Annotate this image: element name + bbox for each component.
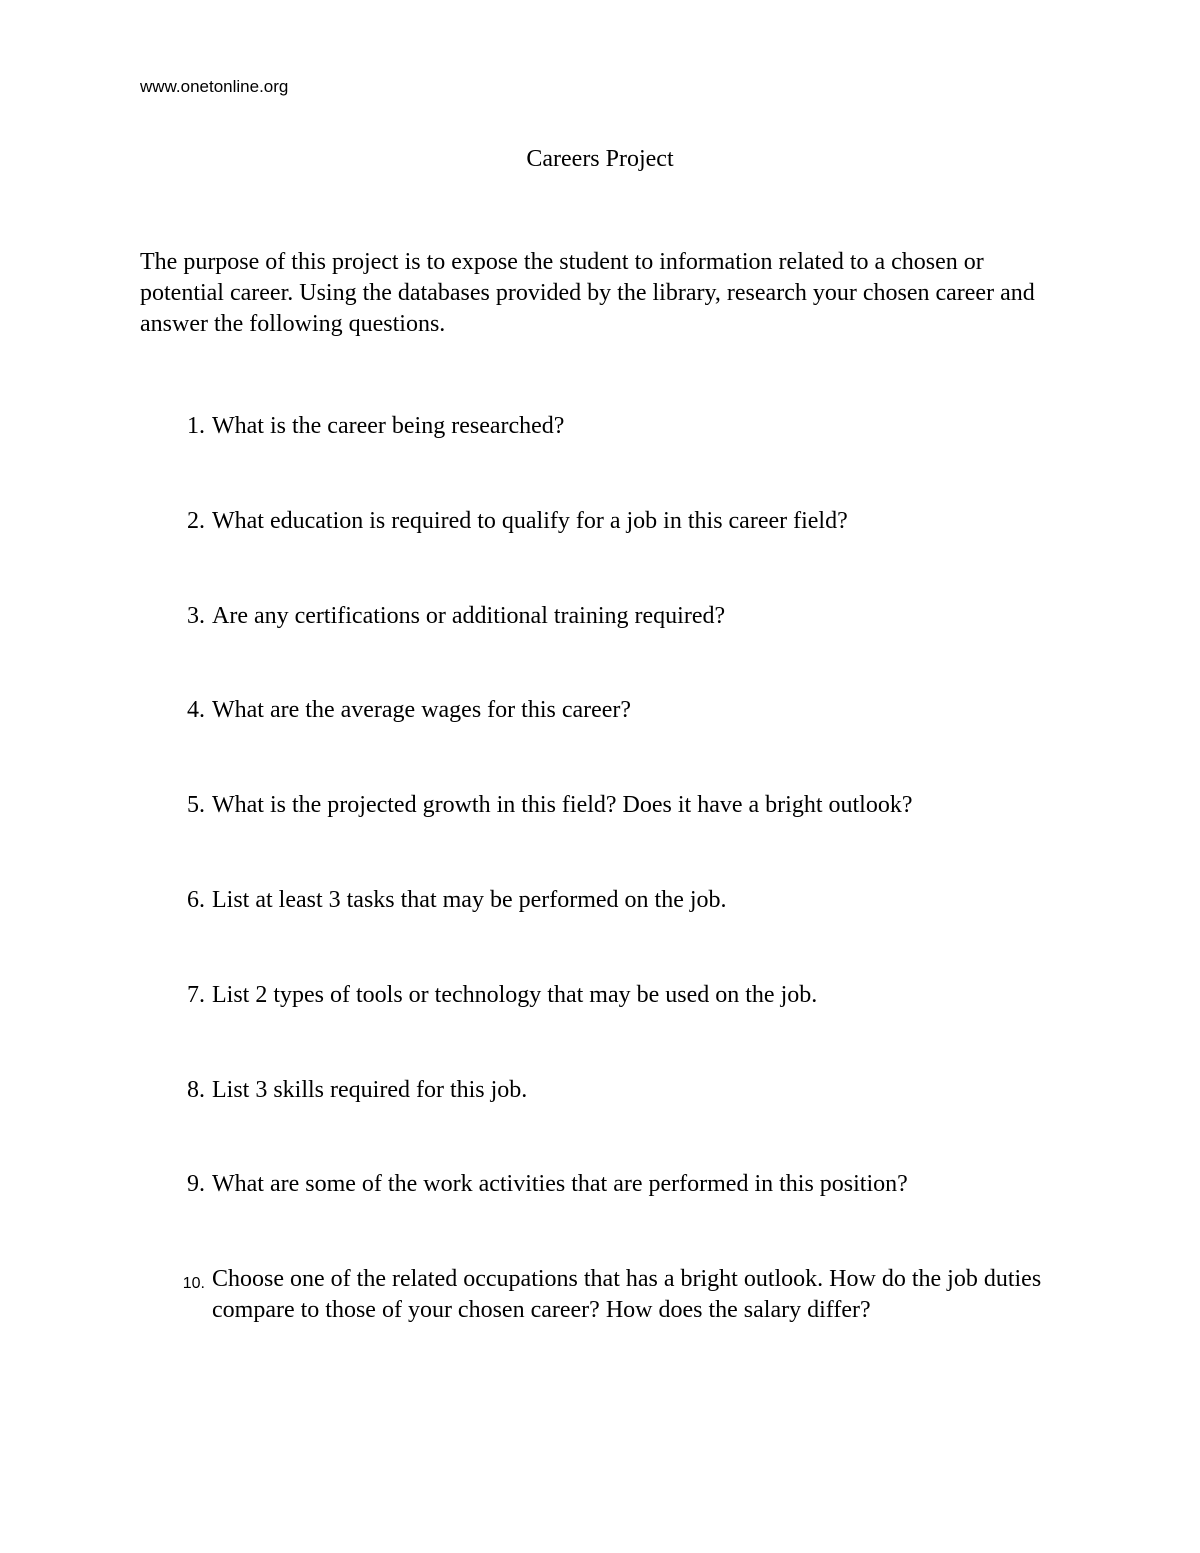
- question-number: 6.: [187, 887, 205, 913]
- question-item-6: [140, 885, 1060, 916]
- question-text: What is the projected growth in this field? Does it have a bright outlook?: [212, 792, 913, 818]
- question-text: What education is required to qualify for a job in this career field?: [212, 508, 848, 534]
- document-title: Careers Project: [526, 146, 674, 172]
- question-number: 2.: [187, 508, 205, 534]
- question-text: What is the career being researched?: [212, 413, 565, 439]
- question-number: 9.: [187, 1171, 205, 1197]
- question-number: 4.: [187, 697, 205, 723]
- header-url: www.onetonline.org: [140, 77, 289, 96]
- question-text: Choose one of the related occupations that has a bright outlook. How do the job duties compare to those of your chosen career? How does the salary differ?: [212, 1266, 1042, 1323]
- question-text: List 3 skills required for this job.: [212, 1077, 528, 1103]
- question-item-4: [140, 695, 1060, 726]
- question-text: What are some of the work activities that are performed in this position?: [212, 1171, 908, 1197]
- question-number: 1.: [187, 413, 205, 439]
- question-item-3: [140, 601, 1060, 632]
- question-item-10: [140, 1264, 1060, 1326]
- question-text: List at least 3 tasks that may be performed on the job.: [212, 887, 727, 913]
- question-text: What are the average wages for this career?: [212, 697, 632, 723]
- question-text: List 2 types of tools or technology that may be used on the job.: [212, 982, 818, 1008]
- question-item-1: [140, 411, 1060, 442]
- question-item-2: [140, 506, 1060, 537]
- question-number: 10.: [182, 1275, 205, 1292]
- question-item-9: [140, 1169, 1060, 1200]
- question-item-5: [140, 790, 1060, 821]
- question-number: 5.: [187, 792, 205, 818]
- question-text: Are any certifications or additional training required?: [212, 603, 726, 629]
- question-number: 8.: [187, 1077, 205, 1103]
- question-number: 3.: [187, 603, 205, 629]
- question-item-7: [140, 980, 1060, 1011]
- intro-paragraph: The purpose of this project is to expose the student to information related to a chosen or potential career. Using the databases provided by the library, research your chosen career and answer the following questions.: [140, 249, 1035, 337]
- question-number: 7.: [187, 982, 205, 1008]
- question-item-8: [140, 1075, 1060, 1106]
